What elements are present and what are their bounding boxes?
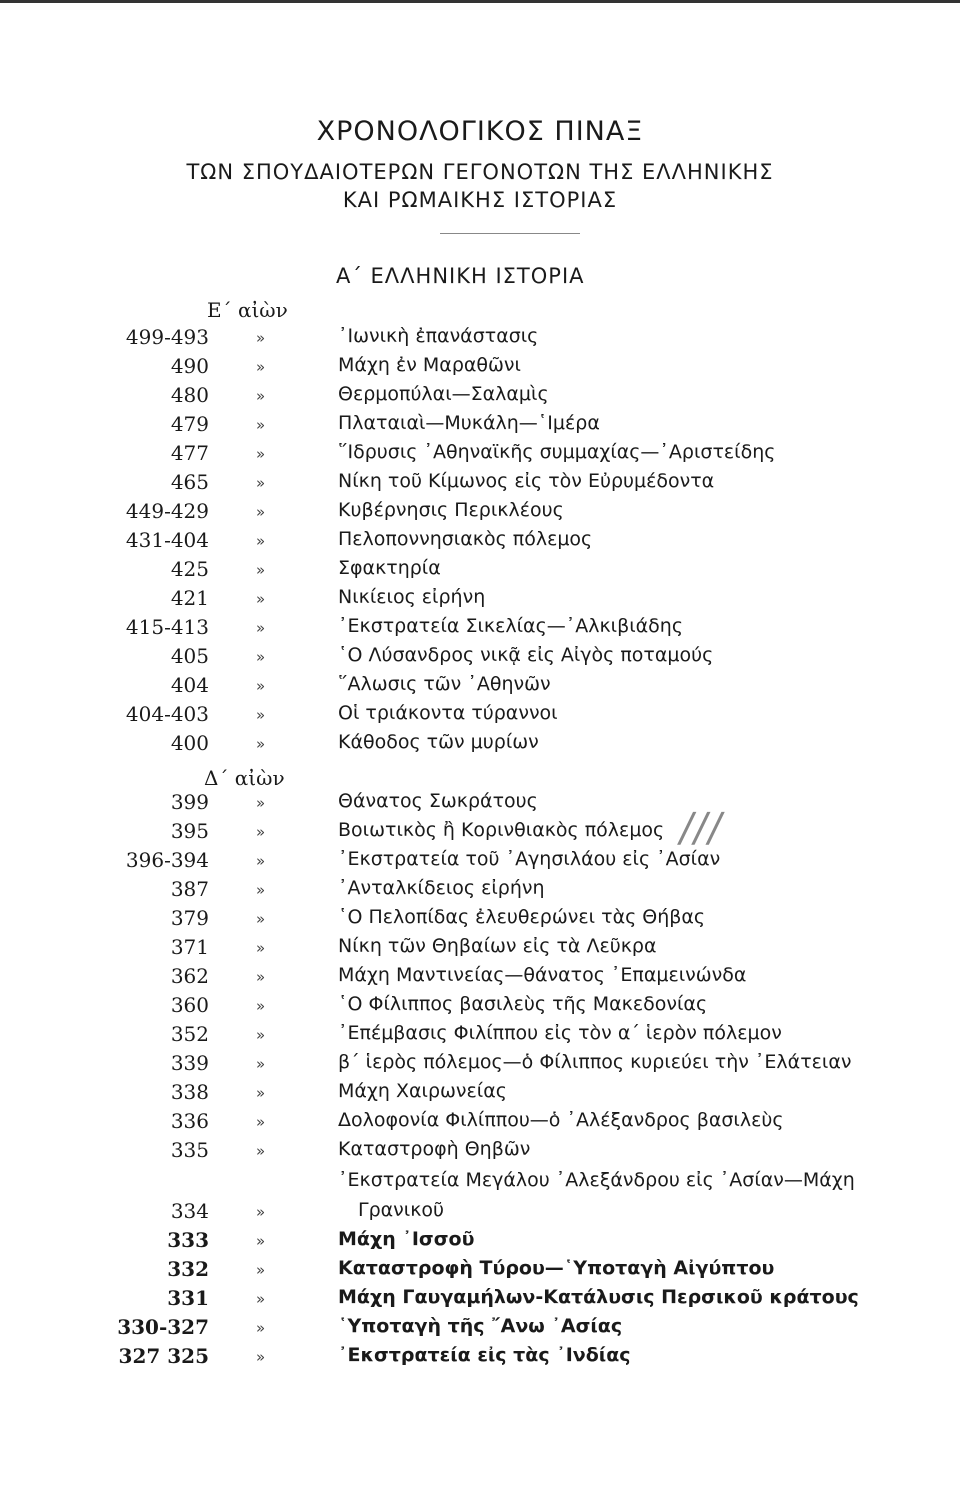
table-row [0,325,960,354]
row-event-continuation: Γρανικοῦ [358,1199,445,1221]
ditto-mark: » [256,1055,266,1073]
table-row [0,528,960,557]
table-row [0,383,960,412]
row-event: ῾Ο Φίλιππος βασιλεὺς τῆς Μακεδονίας [338,993,708,1015]
century-label-5th: Ε΄ αἰὼν [207,298,288,322]
ditto-mark: » [256,939,266,957]
ditto-mark: » [256,1026,266,1044]
row-year: 379 [170,906,209,930]
section-heading: Α΄ ΕΛΛΗΝΙΚΗ ΙΣΤΟΡΙΑ [336,264,585,288]
ditto-mark: » [256,358,266,376]
table-row [0,354,960,383]
row-event: Βοιωτικὸς ἢ Κορινθιακὸς πόλεμος [338,819,665,841]
row-event: ᾿Ανταλκίδειος εἰρήνη [338,877,545,899]
table-row [0,615,960,644]
table-row [0,1228,960,1257]
row-year: 396-394 [125,848,209,872]
row-event: Καταστροφὴ Τύρου—῾Υποταγὴ Αἰγύπτου [338,1257,775,1279]
row-year: 339 [170,1051,209,1075]
row-event: Νικίειος εἰρήνη [338,586,486,608]
row-year: 333 [167,1228,209,1252]
row-year: 399 [170,790,209,814]
row-event: Μάχη ἐν Μαραθῶνι [338,354,521,376]
row-year: 400 [170,731,209,755]
table-row [0,848,960,877]
ditto-mark: » [256,1203,266,1221]
row-year: 338 [170,1080,209,1104]
row-event: Νίκη τοῦ Κίμωνος εἰς τὸν Εὐρυμέδοντα [338,470,715,492]
row-event: ᾿Εκστρατεία τοῦ ᾿Αγησιλάου εἰς ᾿Ασίαν [338,848,721,870]
table-row [0,1257,960,1286]
row-event: ᾿Εκστρατεία Μεγάλου ᾿Αλεξάνδρου εἰς ᾿Ασίαν—Μάχη [338,1169,855,1191]
ditto-mark: » [256,1348,266,1366]
ditto-mark: » [256,1142,266,1160]
row-event: Δολοφονία Φιλίππου—ὁ ᾿Αλέξανδρος βασιλεὺς [338,1109,784,1131]
title-divider [440,233,580,234]
ditto-mark: » [256,329,266,347]
row-year: 425 [170,557,209,581]
table-row [0,964,960,993]
table-row [0,993,960,1022]
table-row [0,877,960,906]
ditto-mark: » [256,416,266,434]
row-event: Πελοποννησιακὸς πόλεμος [338,528,593,550]
table-row [0,557,960,586]
ditto-mark: » [256,794,266,812]
row-event: ῞Αλωσις τῶν ᾿Αθηνῶν [338,673,551,695]
row-year: 477 [170,441,209,465]
margin-pencil-mark: / / / [675,805,720,851]
ditto-mark: » [256,503,266,521]
table-row [0,673,960,702]
row-year: 332 [167,1257,209,1281]
row-year: 362 [170,964,209,988]
row-event: Μάχη Μαντινείας—θάνατος ᾿Επαμεινώνδα [338,964,747,986]
row-year: 334 [170,1199,209,1223]
row-event: Θάνατος Σωκράτους [338,790,538,812]
row-event: ᾿Ιωνικὴ ἐπανάστασις [338,325,539,347]
table-row [0,790,960,819]
ditto-mark: » [256,881,266,899]
row-year: 335 [170,1138,209,1162]
row-event: ᾿Εκστρατεία εἰς τὰς ᾿Ινδίας [338,1344,631,1366]
row-year: 404 [170,673,209,697]
row-event: Σφακτηρία [338,557,441,579]
ditto-mark: » [256,1261,266,1279]
row-year: 480 [170,383,209,407]
table-row [0,935,960,964]
ditto-mark: » [256,561,266,579]
table-row [0,1169,960,1228]
ditto-mark: » [256,910,266,928]
row-event: Πλαταιαὶ—Μυκάλη—῾Ιμέρα [338,412,600,434]
table-row [0,906,960,935]
row-year: 360 [170,993,209,1017]
row-event: ᾿Επέμβασις Φιλίππου εἰς τὸν α΄ ἱερὸν πόλεμον [338,1022,782,1044]
ditto-mark: » [256,968,266,986]
ditto-mark: » [256,852,266,870]
row-event: Νίκη τῶν Θηβαίων εἰς τὰ Λεῦκρα [338,935,657,957]
table-row [0,644,960,673]
ditto-mark: » [256,735,266,753]
table-row [0,441,960,470]
table-row [0,819,960,848]
ditto-mark: » [256,590,266,608]
row-event: Μάχη ᾿Ισσοῦ [338,1228,475,1250]
century-label-4th: Δ΄ αἰὼν [204,766,285,790]
ditto-mark: » [256,706,266,724]
ditto-mark: » [256,619,266,637]
table-row [0,499,960,528]
row-year: 449-429 [125,499,209,523]
row-year: 465 [170,470,209,494]
subtitle-line-2: ΚΑΙ ΡΩΜΑΙΚΗΣ ΙΣΤΟΡΙΑΣ [342,188,618,212]
ditto-mark: » [256,1290,266,1308]
row-event: ῾Ο Λύσανδρος νικᾷ εἰς Αἰγὸς ποταμούς [338,644,714,666]
table-row [0,731,960,760]
table-row [0,1138,960,1167]
row-year: 490 [170,354,209,378]
table-row [0,586,960,615]
row-event: Οἱ τριάκοντα τύραννοι [338,702,558,724]
row-event: ῞Ιδρυσις ᾿Αθηναϊκῆς συμμαχίας—᾿Αριστείδης [338,441,776,463]
table-row [0,1080,960,1109]
row-year: 371 [170,935,209,959]
row-event: ῾Ο Πελοπίδας ἐλευθερώνει τὰς Θήβας [338,906,706,928]
ditto-mark: » [256,1084,266,1102]
table-row [0,412,960,441]
ditto-mark: » [256,1232,266,1250]
row-event: Καταστροφὴ Θηβῶν [338,1138,531,1160]
row-year: 404-403 [125,702,209,726]
table-row [0,1344,960,1373]
table-row [0,1315,960,1344]
row-event: β΄ ἱερὸς πόλεμος—ὁ Φίλιππος κυριεύει τὴν ᾿Ελάτειαν [338,1051,852,1073]
table-row [0,1286,960,1315]
subtitle-line-1: ΤΩΝ ΣΠΟΥΔΑΙΟΤΕΡΩΝ ΓΕΓΟΝΟΤΩΝ ΤΗΣ ΕΛΛΗΝΙΚΗΣ [186,160,774,184]
ditto-mark: » [256,1319,266,1337]
row-event: ᾿Εκστρατεία Σικελίας—᾿Αλκιβιάδης [338,615,683,637]
table-row [0,702,960,731]
row-year: 352 [170,1022,209,1046]
ditto-mark: » [256,387,266,405]
row-year: 327 325 [118,1344,209,1368]
ditto-mark: » [256,1113,266,1131]
row-event: Θερμοπύλαι—Σαλαμὶς [338,383,549,405]
ditto-mark: » [256,532,266,550]
ditto-mark: » [256,823,266,841]
row-event: Μάχη Χαιρωνείας [338,1080,507,1102]
row-year: 331 [167,1286,209,1310]
scan-edge [0,0,960,3]
ditto-mark: » [256,677,266,695]
row-year: 336 [170,1109,209,1133]
row-year: 431-404 [125,528,209,552]
row-event: Κάθοδος τῶν μυρίων [338,731,539,753]
row-year: 405 [170,644,209,668]
page-title: ΧΡΟΝΟΛΟΓΙΚΟΣ ΠΙΝΑΞ [316,116,644,147]
row-year: 421 [170,586,209,610]
row-year: 387 [170,877,209,901]
ditto-mark: » [256,997,266,1015]
row-event: Μάχη Γαυγαμήλων-Κατάλυσις Περσικοῦ κράτους [338,1286,859,1308]
row-year: 415-413 [125,615,209,639]
table-row [0,470,960,499]
ditto-mark: » [256,648,266,666]
row-event: Κυβέρνησις Περικλέους [338,499,564,521]
table-row [0,1109,960,1138]
ditto-mark: » [256,445,266,463]
row-year: 479 [170,412,209,436]
row-event: ῾Υποταγὴ τῆς ῎Ανω ᾿Ασίας [338,1315,623,1337]
row-year: 499-493 [125,325,209,349]
table-row [0,1022,960,1051]
ditto-mark: » [256,474,266,492]
table-row [0,1051,960,1080]
row-year: 395 [170,819,209,843]
row-year: 330-327 [117,1315,209,1339]
